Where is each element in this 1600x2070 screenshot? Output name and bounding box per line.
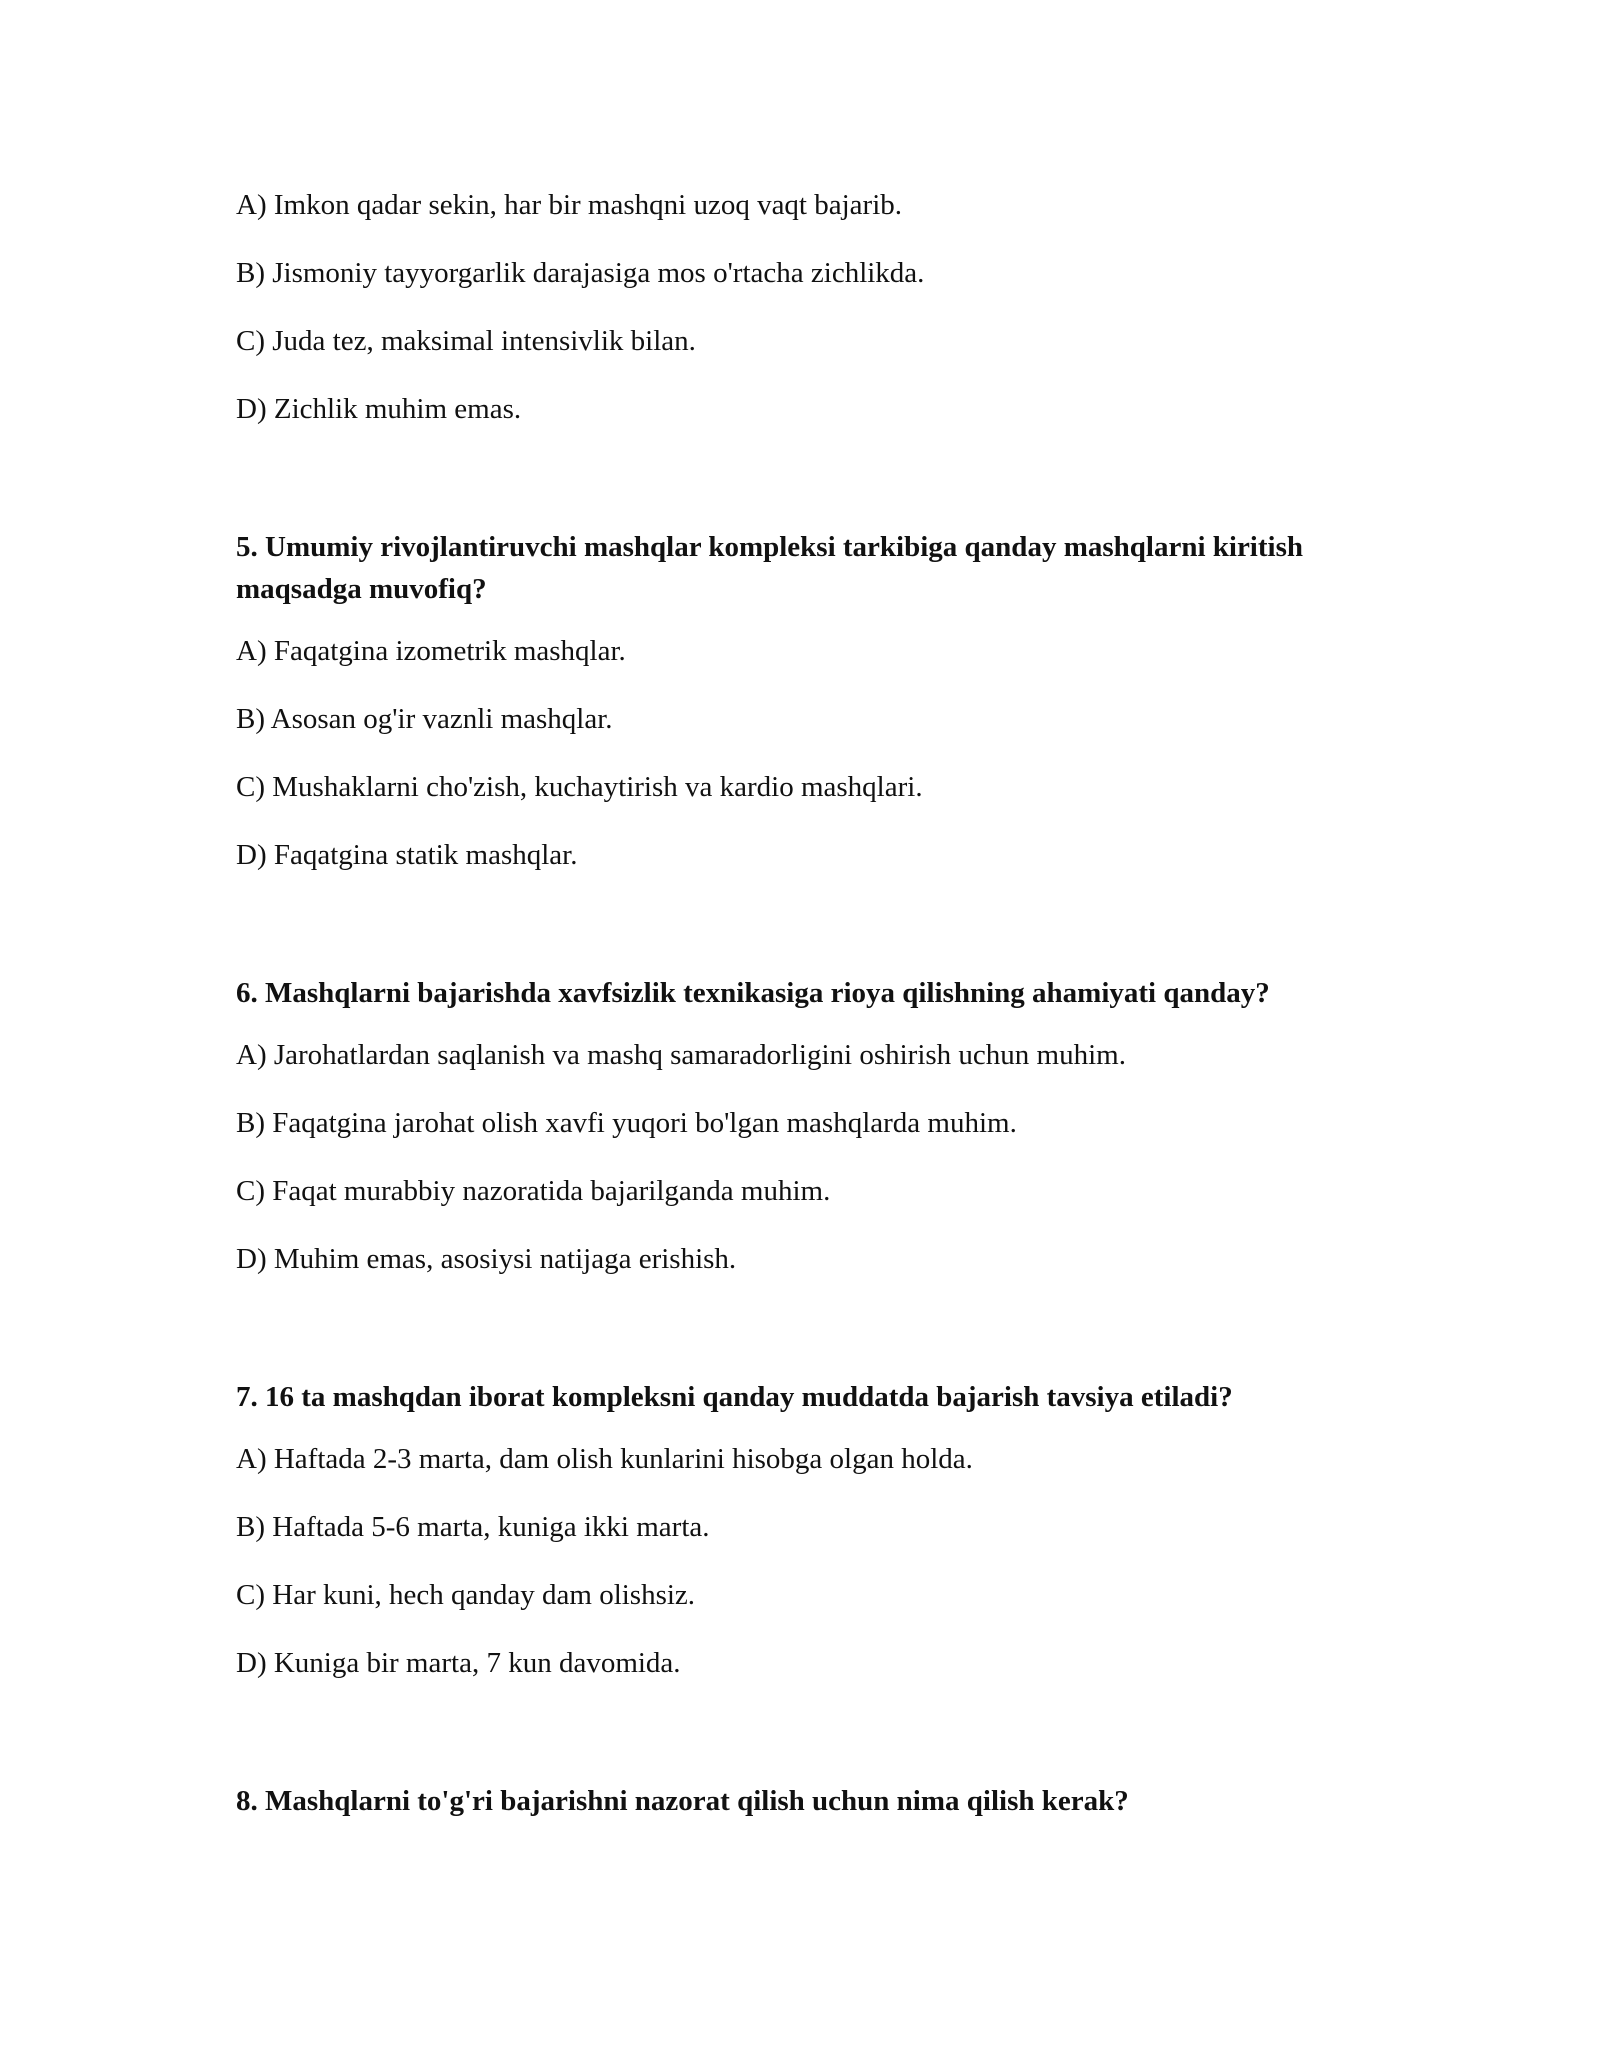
- question-text: 5. Umumiy rivojlantiruvchi mashqlar kompleksi tarkibiga qanday mashqlarni kiritish maqsadga muvofiq?: [236, 531, 1303, 605]
- question-4-options: [236, 188, 1416, 426]
- question-text: 7. 16 ta mashqdan iborat kompleksni qanday muddatda bajarish tavsiya etiladi?: [236, 1381, 1233, 1413]
- option-d: D) Zichlik muhim emas.: [236, 393, 522, 425]
- option-d: D) Kuniga bir marta, 7 kun davomida.: [236, 1647, 681, 1679]
- option-b: B) Haftada 5-6 marta, kuniga ikki marta.: [236, 1511, 710, 1543]
- option-a: A) Faqatgina izometrik mashqlar.: [236, 635, 626, 667]
- option-c: C) Mushaklarni cho'zish, kuchaytirish va kardio mashqlari.: [236, 771, 923, 803]
- option-d: D) Muhim emas, asosiysi natijaga erishish.: [236, 1243, 737, 1275]
- option-b: B) Asosan og'ir vaznli mashqlar.: [236, 703, 613, 735]
- option-c: C) Juda tez, maksimal intensivlik bilan.: [236, 325, 696, 357]
- question-text: 8. Mashqlarni to'g'ri bajarishni nazorat qilish uchun nima qilish kerak?: [236, 1785, 1129, 1817]
- option-a: A) Jarohatlardan saqlanish va mashq samaradorligini oshirish uchun muhim.: [236, 1039, 1126, 1071]
- option-a: A) Imkon qadar sekin, har bir mashqni uzoq vaqt bajarib.: [236, 189, 903, 221]
- question-5: [236, 526, 1416, 872]
- question-7: [236, 1376, 1416, 1680]
- option-c: C) Har kuni, hech qanday dam olishsiz.: [236, 1579, 696, 1611]
- question-6: [236, 972, 1416, 1276]
- question-text: 6. Mashqlarni bajarishda xavfsizlik texnikasiga rioya qilishning ahamiyati qanday?: [236, 977, 1270, 1009]
- option-b: B) Jismoniy tayyorgarlik darajasiga mos o'rtacha zichlikda.: [236, 257, 925, 289]
- option-a: A) Haftada 2-3 marta, dam olish kunlarini hisobga olgan holda.: [236, 1443, 973, 1475]
- question-8: [236, 1780, 1416, 1822]
- option-d: D) Faqatgina statik mashqlar.: [236, 839, 578, 871]
- option-b: B) Faqatgina jarohat olish xavfi yuqori bo'lgan mashqlarda muhim.: [236, 1107, 1017, 1139]
- document-content: [236, 188, 1416, 1846]
- option-c: C) Faqat murabbiy nazoratida bajarilganda muhim.: [236, 1175, 831, 1207]
